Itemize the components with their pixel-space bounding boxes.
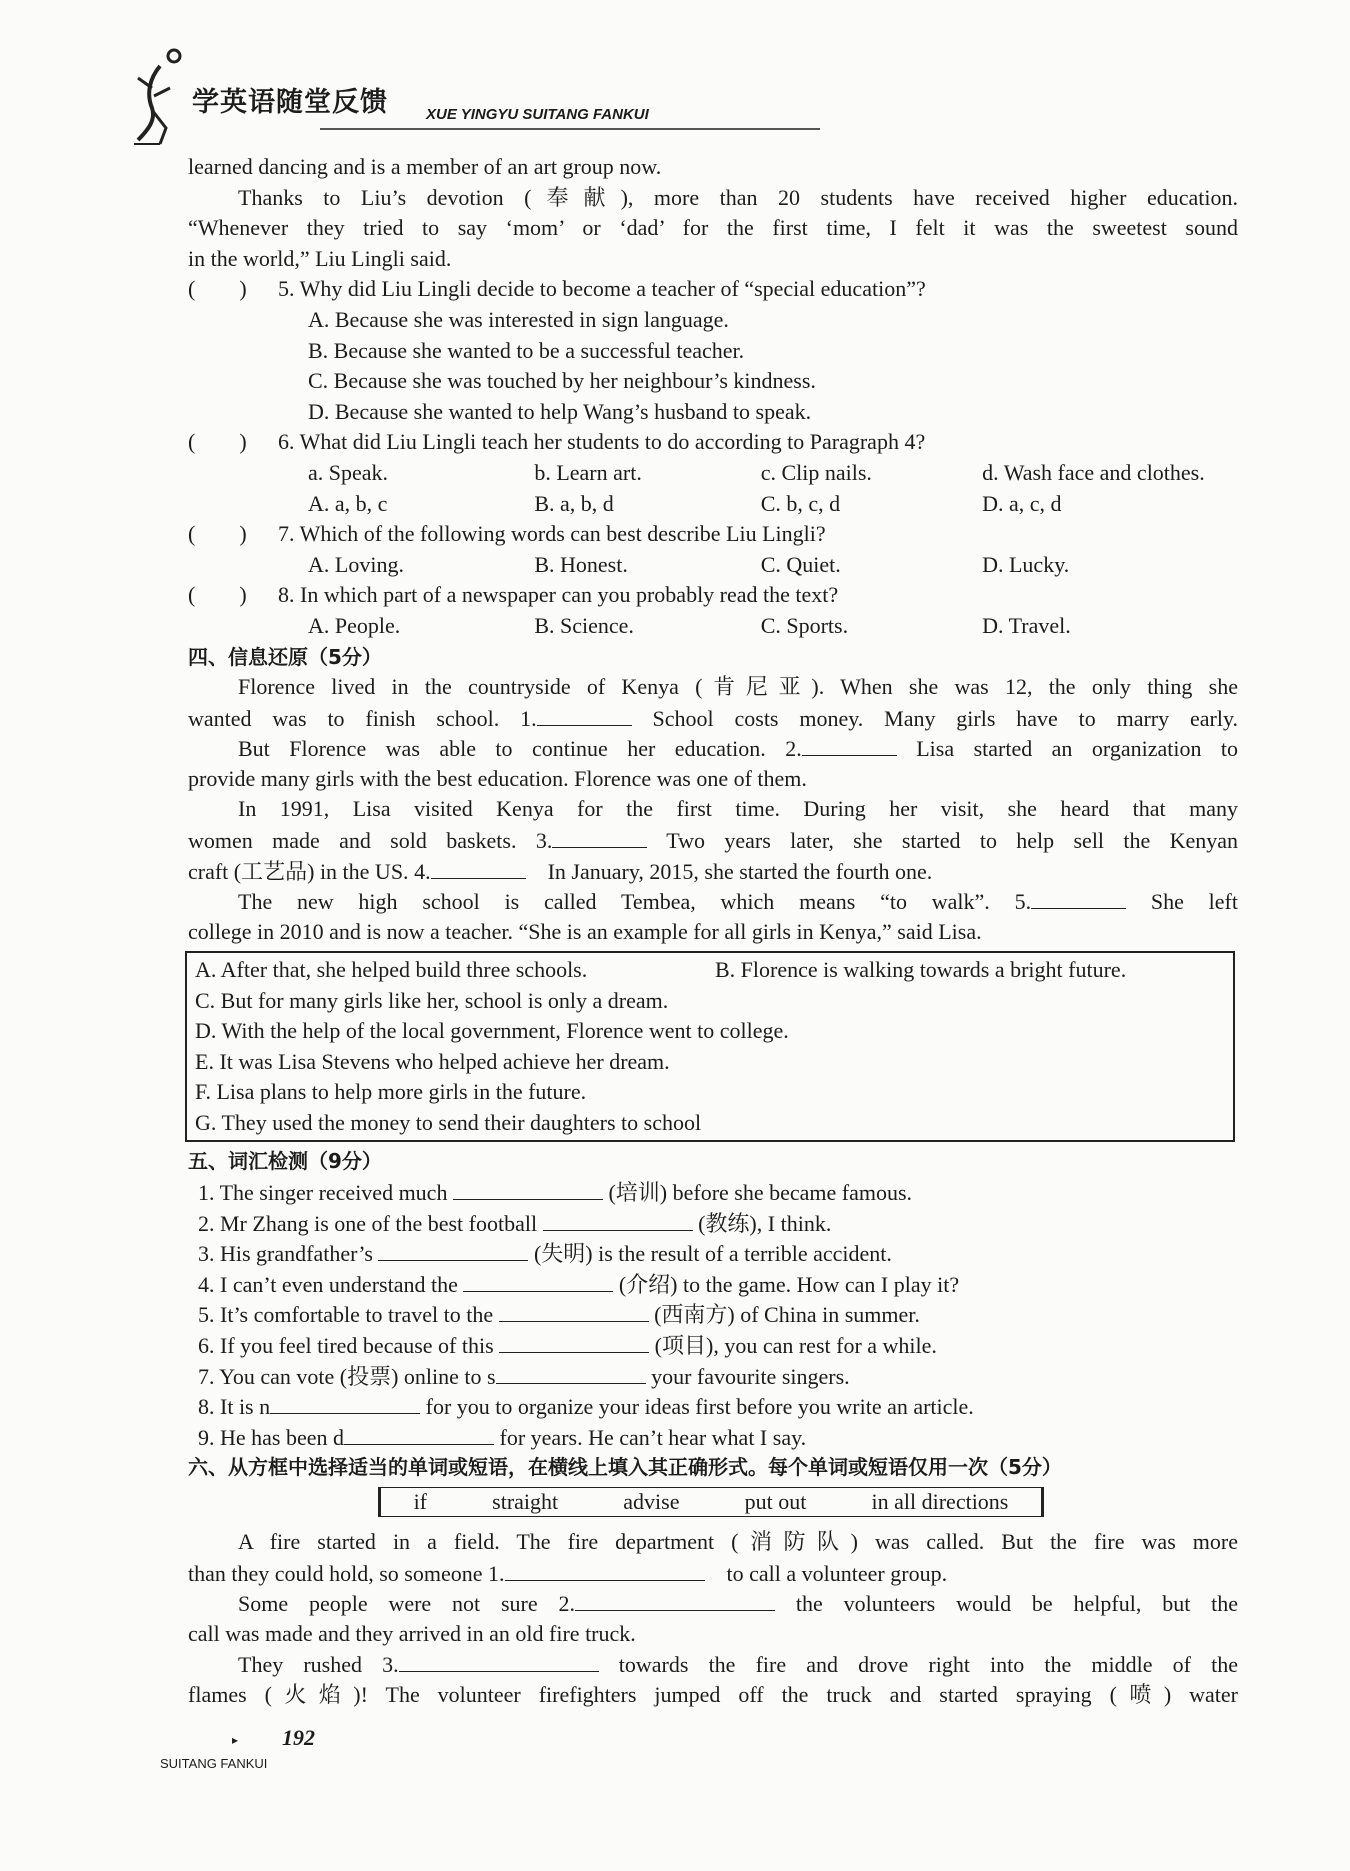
s4-line [188, 825, 1238, 856]
option: D. Lucky. [982, 551, 1070, 577]
s4-line: college in 2010 and is now a teacher. “She is an example for all girls in Kenya,” said Lisa. [188, 918, 982, 944]
s4-line [188, 733, 1238, 764]
passage-line: learned dancing and is a member of an art group now. [188, 154, 662, 179]
s6-line: call was made and they arrived in an old fire truck. [188, 1620, 636, 1646]
vocab-blank[interactable] [344, 1422, 494, 1445]
blank-num: 2. [558, 1591, 576, 1617]
option: B. Honest. [534, 551, 628, 577]
text: They rushed [238, 1652, 362, 1678]
sub-items [188, 458, 1238, 489]
text: But Florence was able to continue her education. [238, 736, 766, 762]
passage-line: in the world,” Liu Lingli said. [188, 245, 452, 271]
box-option: D. With the help of the local government, Florence went to college. [195, 1018, 789, 1044]
section-4-title: 四、信息还原（5分） [188, 644, 382, 669]
vocab-blank[interactable] [543, 1208, 693, 1231]
text: Lisa started an organization to [916, 736, 1239, 762]
blank-4[interactable] [431, 856, 526, 879]
s6-blank-2[interactable] [575, 1588, 775, 1611]
option: C. Because she was touched by her neighbour’s kindness. [308, 368, 816, 394]
text: for years. He can’t hear what I say. [499, 1424, 807, 1450]
answer-paren[interactable]: ( ) [188, 582, 247, 608]
option: D. Travel. [982, 612, 1071, 638]
blank-num: 1. [520, 705, 537, 731]
text: (教练), I think. [698, 1210, 832, 1236]
option: A. Because she was interested in sign language. [308, 306, 729, 332]
option: A. People. [308, 612, 401, 638]
option: C. Quiet. [760, 551, 841, 577]
question-num: 5. [278, 276, 295, 302]
header-rule [320, 128, 820, 130]
s4-line [188, 856, 1238, 887]
sub-item: b. Learn art. [534, 459, 642, 485]
section-5-title: 五、词汇检测（9分） [188, 1149, 382, 1174]
option: B. a, b, d [534, 490, 614, 516]
footer-arrow-icon: ▸ [232, 1733, 239, 1747]
question-text: Why did Liu Lingli decide to become a teacher of “special education”? [299, 276, 926, 302]
content [188, 152, 1238, 1711]
runner-logo-icon [130, 48, 190, 148]
blank-1[interactable] [537, 703, 632, 726]
passage-line: Thanks to Liu’s devotion (奉献), more than 20 students have received higher education. [238, 184, 1238, 210]
vocab-blank[interactable] [453, 1177, 603, 1200]
blank-3[interactable] [552, 825, 647, 848]
vocab-blank[interactable] [499, 1299, 649, 1322]
vocab-item [188, 1422, 1238, 1453]
text: She left [1150, 889, 1238, 915]
options-row [188, 489, 1238, 520]
question-num: 8. [278, 582, 295, 608]
option: D. a, c, d [982, 490, 1062, 516]
text: 1. The singer received much [198, 1180, 448, 1206]
s6-line [188, 1649, 1238, 1680]
question-text: In which part of a newspaper can you probably read the text? [300, 582, 839, 608]
answer-paren[interactable]: ( ) [188, 521, 247, 547]
vocab-blank[interactable] [496, 1361, 646, 1384]
question-6 [188, 427, 1238, 458]
box-option: E. It was Lisa Stevens who helped achieve her dream. [195, 1048, 670, 1074]
blank-num: 1. [488, 1560, 505, 1586]
question-text: What did Liu Lingli teach her students to do according to Paragraph 4? [299, 429, 926, 455]
text: 2. Mr Zhang is one of the best football [198, 1210, 538, 1236]
s4-line: In 1991, Lisa visited Kenya for the first time. During her visit, she heard that many [238, 796, 1238, 822]
options-box [185, 951, 1235, 1142]
text: (培训) before she became famous. [608, 1180, 913, 1206]
text: In January, 2015, she started the fourth one. [547, 858, 933, 884]
text: 8. It is n [198, 1394, 271, 1420]
vocab-item [188, 1208, 1238, 1239]
blank-num: 2. [785, 736, 802, 762]
text: than they could hold, so someone [188, 1560, 483, 1586]
text: (西南方) of China in summer. [654, 1302, 920, 1328]
header [130, 48, 830, 148]
vocab-blank[interactable] [270, 1391, 420, 1414]
s6-blank-1[interactable] [505, 1558, 705, 1581]
s6-line [188, 1558, 1238, 1589]
option: C. Sports. [760, 612, 849, 638]
word-option: if [413, 1488, 428, 1514]
blank-2[interactable] [802, 733, 897, 756]
s6-line: A fire started in a field. The fire department (消防队) was called. But the fire was more [238, 1528, 1238, 1554]
vocab-item [188, 1299, 1238, 1330]
header-title-en: XUE YINGYU SUITANG FANKUI [426, 106, 649, 123]
text: craft (工艺品) in the US. [188, 858, 409, 884]
text: towards the fire and drove right into the middle of the [618, 1652, 1239, 1678]
section-6-title: 六、从方框中选择适当的单词或短语，在横线上填入其正确形式。每个单词或短语仅用一次（5分） [188, 1455, 1062, 1480]
option: D. Because she wanted to help Wang’s husband to speak. [308, 398, 812, 424]
answer-paren[interactable]: ( ) [188, 429, 247, 455]
box-option-row [195, 955, 1225, 986]
footer-text: SUITANG FANKUI [160, 1756, 268, 1771]
text: Two years later, she started to help sell the Kenyan [666, 828, 1239, 854]
option: A. a, b, c [308, 490, 388, 516]
text: The new high school is called Tembea, which means “to walk”. [238, 889, 990, 915]
header-title-cn: 学英语随堂反馈 [192, 87, 388, 118]
box-option: F. Lisa plans to help more girls in the future. [195, 1079, 587, 1105]
text: 4. I can’t even understand the [198, 1271, 458, 1297]
text: (项目), you can rest for a while. [654, 1333, 937, 1358]
s4-line: provide many girls with the best education. Florence was one of them. [188, 765, 807, 791]
question-7 [188, 519, 1238, 550]
text: (介绍) to the game. How can I play it? [618, 1271, 960, 1297]
s4-line [188, 886, 1238, 917]
word-option: straight [492, 1488, 559, 1514]
page-number: 192 [282, 1725, 315, 1750]
option: A. Loving. [308, 551, 404, 577]
s4-line: Florence lived in the countryside of Kenya (肯尼亚). When she was 12, the only thing she [238, 674, 1238, 700]
vocab-item [188, 1269, 1238, 1300]
s4-line [188, 703, 1238, 734]
blank-num: 3. [382, 1652, 399, 1678]
vocab-item [188, 1238, 1238, 1269]
text: wanted was to finish school. [188, 705, 500, 731]
text: Some people were not sure [238, 1591, 538, 1617]
word-option: in all directions [871, 1488, 1009, 1514]
answer-paren[interactable]: ( ) [188, 276, 247, 302]
blank-5[interactable] [1031, 886, 1126, 909]
vocab-blank[interactable] [463, 1269, 613, 1292]
option: B. Science. [534, 612, 634, 638]
blank-num: 3. [535, 828, 553, 854]
box-option: C. But for many girls like her, school is only a dream. [195, 987, 669, 1013]
option: C. b, c, d [760, 490, 841, 516]
vocab-blank[interactable] [378, 1238, 528, 1261]
text: (失明) is the result of a terrible accident. [533, 1241, 892, 1267]
word-box [378, 1487, 1044, 1517]
text: your favourite singers. [651, 1363, 850, 1389]
question-num: 6. [278, 429, 295, 455]
question-5 [188, 274, 1238, 305]
text: to call a volunteer group. [726, 1560, 948, 1586]
question-num: 7. [278, 521, 295, 547]
options-row [188, 550, 1238, 581]
question-8 [188, 580, 1238, 611]
vocab-item [188, 1330, 1238, 1361]
word-option: put out [744, 1488, 807, 1514]
vocab-blank[interactable] [499, 1330, 649, 1353]
s6-blank-3[interactable] [399, 1649, 599, 1672]
vocab-item [188, 1391, 1238, 1422]
text: 6. If you feel tired because of this [198, 1333, 494, 1358]
vocab-item [188, 1361, 1238, 1392]
box-option: B. Florence is walking towards a bright future. [715, 957, 1127, 983]
text: 3. His grandfather’s [198, 1241, 373, 1267]
blank-num: 5. [1014, 889, 1032, 915]
box-option: A. After that, she helped build three schools. [195, 957, 588, 983]
passage-line: “Whenever they tried to say ‘mom’ or ‘dad’ for the first time, I felt it was the sweetest sound [188, 215, 1238, 241]
box-option: G. They used the money to send their daughters to school [195, 1109, 702, 1135]
word-option: advise [623, 1488, 680, 1514]
sub-item: a. Speak. [308, 459, 389, 485]
options-row [188, 611, 1238, 642]
text: the volunteers would be helpful, but the [795, 1591, 1239, 1617]
s6-line: flames (火焰)! The volunteer firefighters jumped off the truck and started spraying (喷) water [188, 1681, 1238, 1707]
option: B. Because she wanted to be a successful teacher. [308, 337, 745, 363]
text: School costs money. Many girls have to marry early. [652, 705, 1239, 731]
text: women made and sold baskets. [188, 828, 517, 854]
s6-line [188, 1588, 1238, 1619]
sub-item: c. Clip nails. [760, 459, 872, 485]
question-text: Which of the following words can best describe Liu Lingli? [299, 521, 826, 547]
text: 7. You can vote (投票) online to s [198, 1363, 496, 1389]
text: 5. It’s comfortable to travel to the [198, 1302, 494, 1328]
vocab-item [188, 1177, 1238, 1208]
text: for you to organize your ideas first before you write an article. [425, 1394, 974, 1420]
text: 9. He has been d [198, 1424, 345, 1450]
sub-item: d. Wash face and clothes. [982, 459, 1205, 485]
blank-num: 4. [414, 858, 431, 884]
